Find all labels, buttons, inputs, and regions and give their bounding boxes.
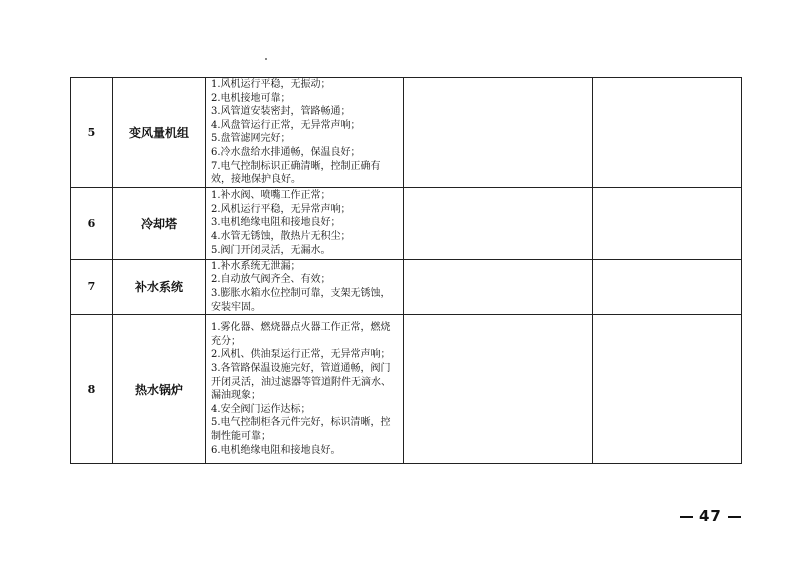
requirement-line: 4.风盘管运行正常，无异常声响； bbox=[211, 119, 361, 131]
requirement-line: 1.补水阀、喷嘴工作正常； bbox=[211, 190, 331, 202]
requirements-cell bbox=[206, 315, 404, 464]
empty-cell bbox=[404, 187, 593, 259]
empty-cell bbox=[593, 259, 742, 314]
requirement-line: 2.电机接地可靠； bbox=[211, 92, 291, 104]
requirements-cell bbox=[206, 259, 404, 314]
row-number: 8 bbox=[71, 315, 113, 464]
requirement-line: 1.补水系统无泄漏； bbox=[211, 260, 301, 272]
empty-cell bbox=[404, 78, 593, 188]
empty-cell bbox=[404, 259, 593, 314]
empty-cell bbox=[593, 78, 742, 188]
empty-cell bbox=[593, 315, 742, 464]
requirement-line: 2.风机运行平稳，无异常声响； bbox=[211, 203, 351, 215]
requirement-line: 3.电机绝缘电阻和接地良好； bbox=[211, 217, 341, 229]
requirement-line: 3.各管路保温设施完好，管道通畅，阀门开闭灵活，油过滤器等管道附件无滴水、漏油现象； bbox=[211, 362, 391, 402]
requirement-line: 2.自动放气阀齐全、有效； bbox=[211, 274, 331, 286]
requirement-line: 6.冷水盘给水排通畅，保温良好； bbox=[211, 146, 361, 158]
equipment-name: 变风量机组 bbox=[113, 78, 206, 188]
equipment-name: 冷却塔 bbox=[113, 187, 206, 259]
requirements-cell bbox=[206, 187, 404, 259]
table-row bbox=[71, 259, 742, 314]
row-number: 5 bbox=[71, 78, 113, 188]
table-row bbox=[71, 187, 742, 259]
requirement-line: 4.水管无锈蚀，散热片无积尘； bbox=[211, 231, 351, 243]
table-row bbox=[71, 315, 742, 464]
empty-cell bbox=[593, 187, 742, 259]
page-number-value: 47 bbox=[699, 507, 722, 525]
requirements-cell bbox=[206, 78, 404, 188]
equipment-name: 热水锅炉 bbox=[113, 315, 206, 464]
requirement-line: 6.电机绝缘电阻和接地良好。 bbox=[211, 444, 341, 456]
page-number bbox=[674, 507, 747, 525]
row-number: 7 bbox=[71, 259, 113, 314]
requirement-line: 3.膨胀水箱水位控制可靠，支架无锈蚀，安装牢固。 bbox=[211, 287, 391, 313]
requirement-line: 2.风机、供油泵运行正常，无异常声响； bbox=[211, 349, 391, 361]
inspection-table bbox=[70, 77, 742, 464]
dash-left bbox=[680, 516, 693, 518]
requirement-line: 3.风管道安装密封，管路畅通； bbox=[211, 106, 351, 118]
dash-right bbox=[728, 516, 741, 518]
requirement-line: 5.盘管滤网完好； bbox=[211, 133, 291, 145]
table-row bbox=[71, 78, 742, 188]
requirement-line: 4.安全阀门运作达标； bbox=[211, 403, 311, 415]
equipment-name: 补水系统 bbox=[113, 259, 206, 314]
empty-cell bbox=[404, 315, 593, 464]
row-number: 6 bbox=[71, 187, 113, 259]
scan-dot bbox=[265, 58, 267, 60]
requirement-line: 5.电气控制柜各元件完好，标识清晰，控制性能可靠； bbox=[211, 417, 391, 442]
requirement-line: 1.风机运行平稳，无振动； bbox=[211, 79, 331, 90]
requirement-line: 7.电气控制标识正确清晰，控制正确有效，接地保护良好。 bbox=[211, 160, 381, 186]
requirement-line: 1.雾化器、燃烧器点火器工作正常，燃烧充分； bbox=[211, 322, 391, 347]
requirement-line: 5.阀门开闭灵活，无漏水。 bbox=[211, 244, 331, 256]
